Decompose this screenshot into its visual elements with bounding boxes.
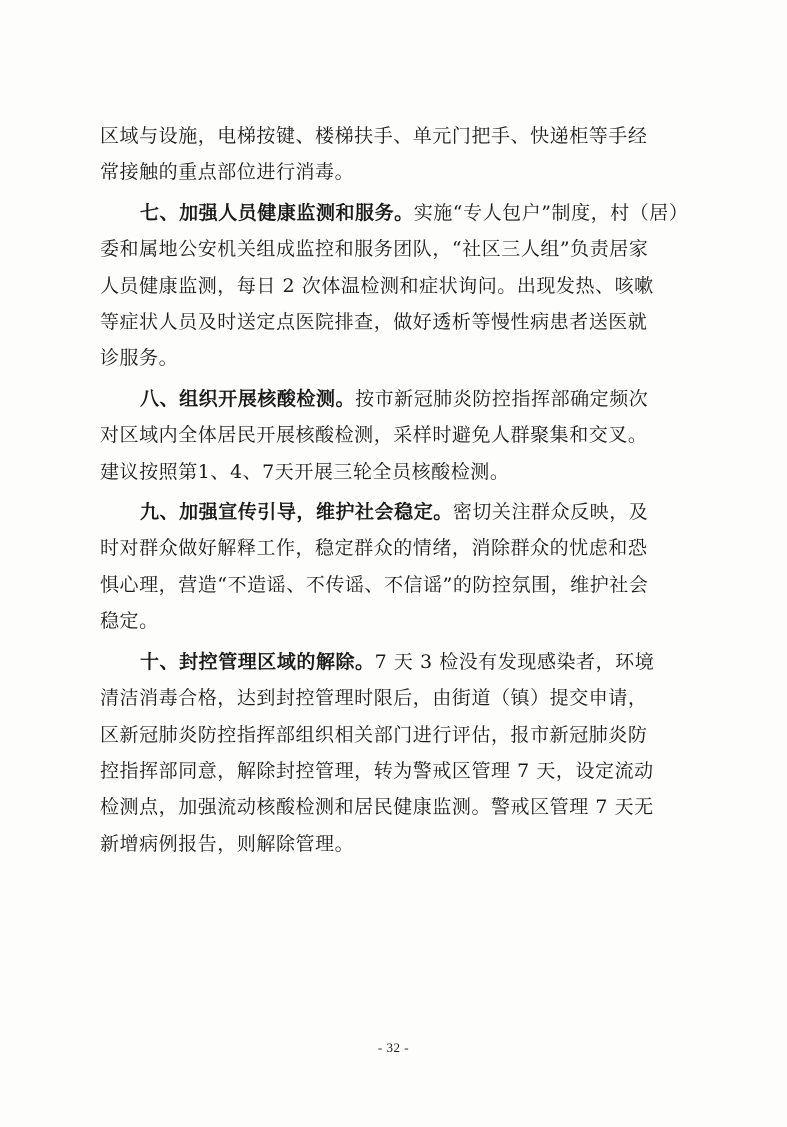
text-fragment: 7 天 3 检没有发现感染者，环境 [374,650,655,673]
section-heading: 十、封控管理区域的解除。 [140,650,375,673]
section-heading: 七、加强人员健康监测和服务。 [140,201,414,224]
text-line: 建议按照第1、4、7天开展三轮全员核酸检测。 [100,460,510,483]
section-heading: 八、组织开展核酸检测。 [140,387,356,410]
paragraph-section-7 [100,195,700,377]
text-line: 检测点，加强流动核酸检测和居民健康监测。警戒区管理 7 天无 [100,796,654,819]
text-line: 委和属地公安机关组成监控和服务团队，“社区三人组”负责居家 [100,238,649,261]
text-line: 区域与设施，电梯按键、楼梯扶手、单元门把手、快递柜等手经 [100,125,648,147]
text-line: 新增病例报告，则解除管理。 [100,832,355,855]
text-line: 诊服务。 [100,347,179,370]
text-line: 稳定。 [100,610,159,633]
text-line: 惧心理，营造“不造谣、不传谣、不信谣”的防控氛围，维护社会 [100,573,649,596]
text-line [100,195,700,231]
text-line [100,494,700,530]
text-line [100,381,700,417]
text-line: 清洁消毒合格，达到封控管理时限后，由街道（镇）提交申请， [100,687,648,710]
text-line: 时对群众做好解释工作，稳定群众的情绪，消除群众的忧虑和恐 [100,537,648,560]
text-line: 区新冠肺炎防控指挥部组织相关部门进行评估，报市新冠肺炎防 [100,723,648,746]
text-line [100,644,700,680]
text-line: 对区域内全体居民开展核酸检测，采样时避免人群聚集和交叉。 [100,424,648,447]
section-heading: 九、加强宣传引导，维护社会稳定。 [140,501,453,524]
paragraph-section-10 [100,644,700,862]
text-fragment: 密切关注群众反映，及 [452,501,649,524]
text-fragment: 实施“专人包户”制度，村（居） [413,201,689,224]
text-line: 人员健康监测，每日 2 次体温检测和症状询问。出现发热、咳嗽 [100,274,654,297]
paragraph-section-9 [100,494,700,640]
text-line: 常接触的重点部位进行消毒。 [100,161,355,184]
paragraph-section-8 [100,381,700,490]
text-line: 控指挥部同意，解除封控管理，转为警戒区管理 7 天，设定流动 [100,759,654,782]
paragraph-continuation [100,118,700,191]
page-number: - 32 - [377,1040,410,1055]
text-fragment: 按市新冠肺炎防控指挥部确定频次 [355,387,649,410]
document-body [100,118,700,862]
text-line: 等症状人员及时送定点医院排查，做好透析等慢性病患者送医就 [100,311,648,334]
